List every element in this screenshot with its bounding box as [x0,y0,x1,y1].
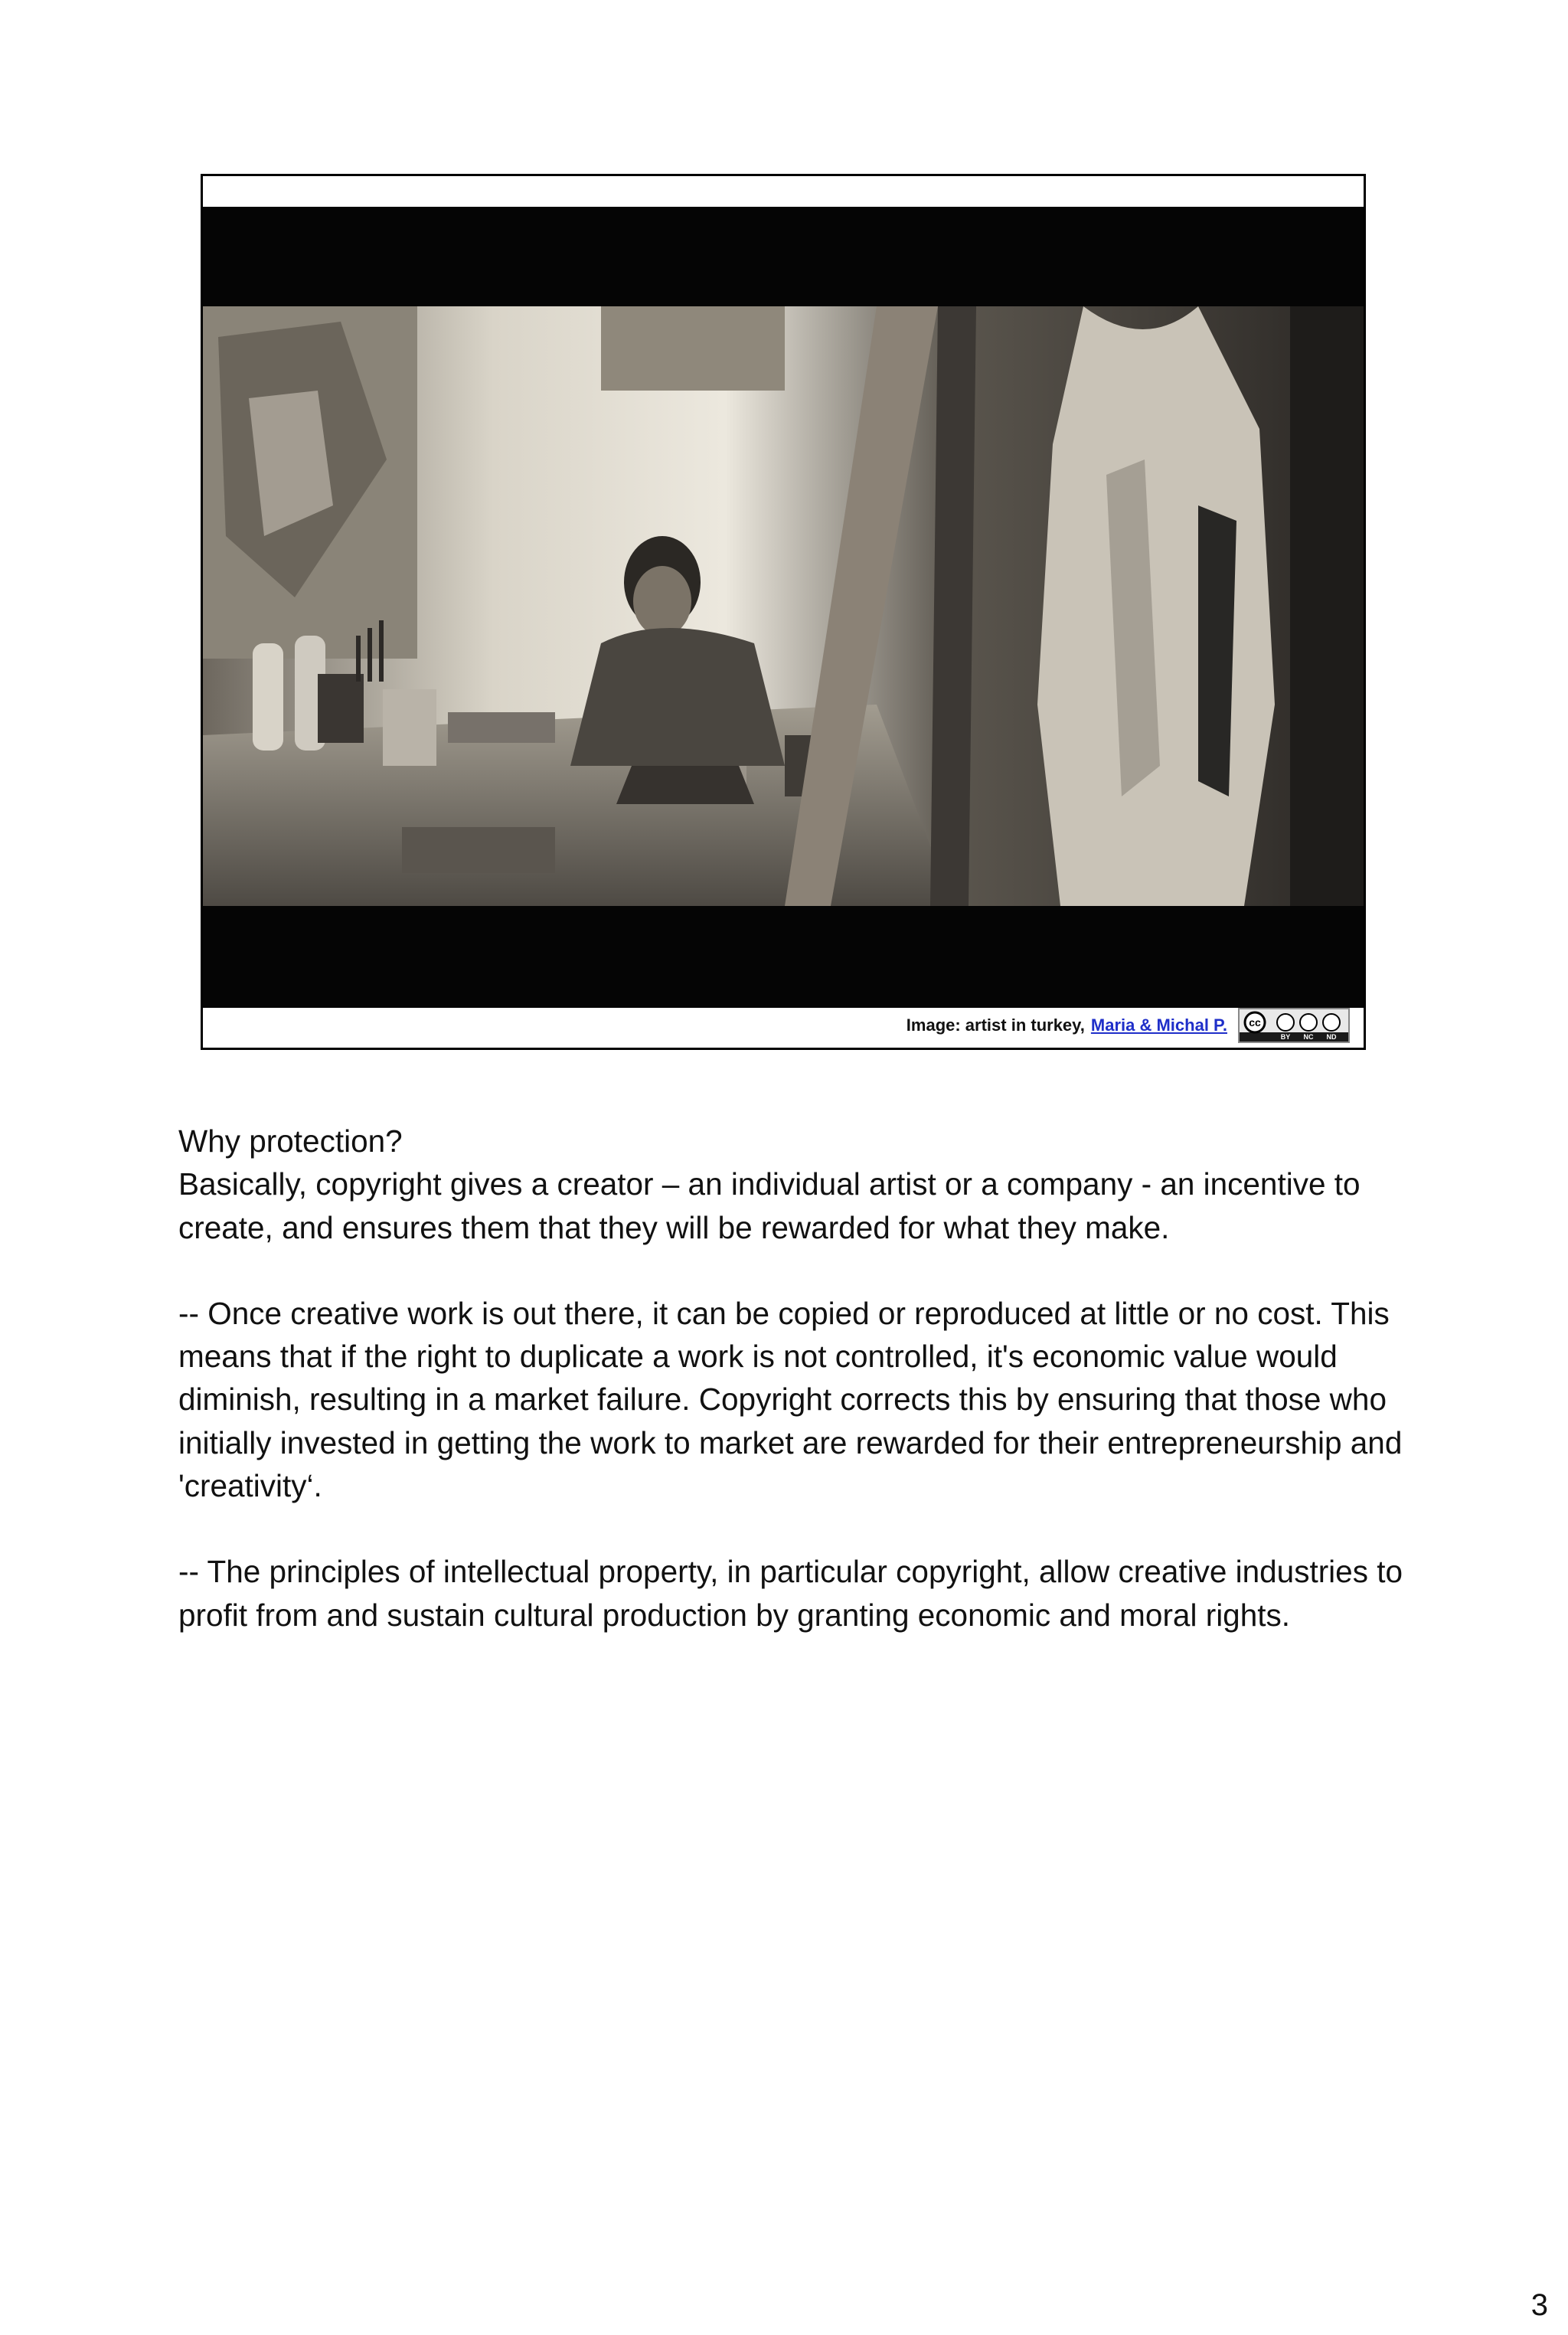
notes-paragraph-2: -- Once creative work is out there, it can be copied or reproduced at little or no cost. This means that if the right to duplicate a work is not controlled, it's economic value would diminish, resulting in a market failure. Copyright corrects this by ensuring that those who initially invested in getting the work to market are rewarded for their entrepreneurship and 'creativity‘. [178,1295,1411,1504]
svg-text:cc: cc [1249,1016,1261,1029]
notes-paragraph-3: -- The principles of intellectual property, in particular copyright, allow creative industries to profit from and sustain cultural production by granting economic and moral rights. [178,1554,1412,1633]
credit-link[interactable]: Maria & Michal P. [1090,1015,1227,1035]
artist-studio-photo [203,306,1364,906]
caption-text: Image: artist in turkey, [906,1015,1085,1035]
image-credit [906,1008,1350,1043]
photo-letterbox [203,207,1364,1008]
notes-paragraph-1: Basically, copyright gives a creator – an individual artist or a company - an incentive to create, and ensures them that they will be rewarded for what they make. [178,1166,1369,1245]
paragraph-gap [178,1249,1419,1292]
slide-frame [201,174,1366,1050]
paragraph-gap [178,1507,1419,1550]
notes-heading: Why protection? [178,1123,403,1159]
speaker-notes [178,1120,1419,1637]
cc-by-nc-nd-icon [1238,1008,1350,1043]
page-number: 3 [1530,2288,1548,2322]
license-label-nd: ND [1326,1033,1337,1041]
license-label-nc: NC [1303,1033,1314,1041]
license-label-by: BY [1280,1033,1291,1041]
